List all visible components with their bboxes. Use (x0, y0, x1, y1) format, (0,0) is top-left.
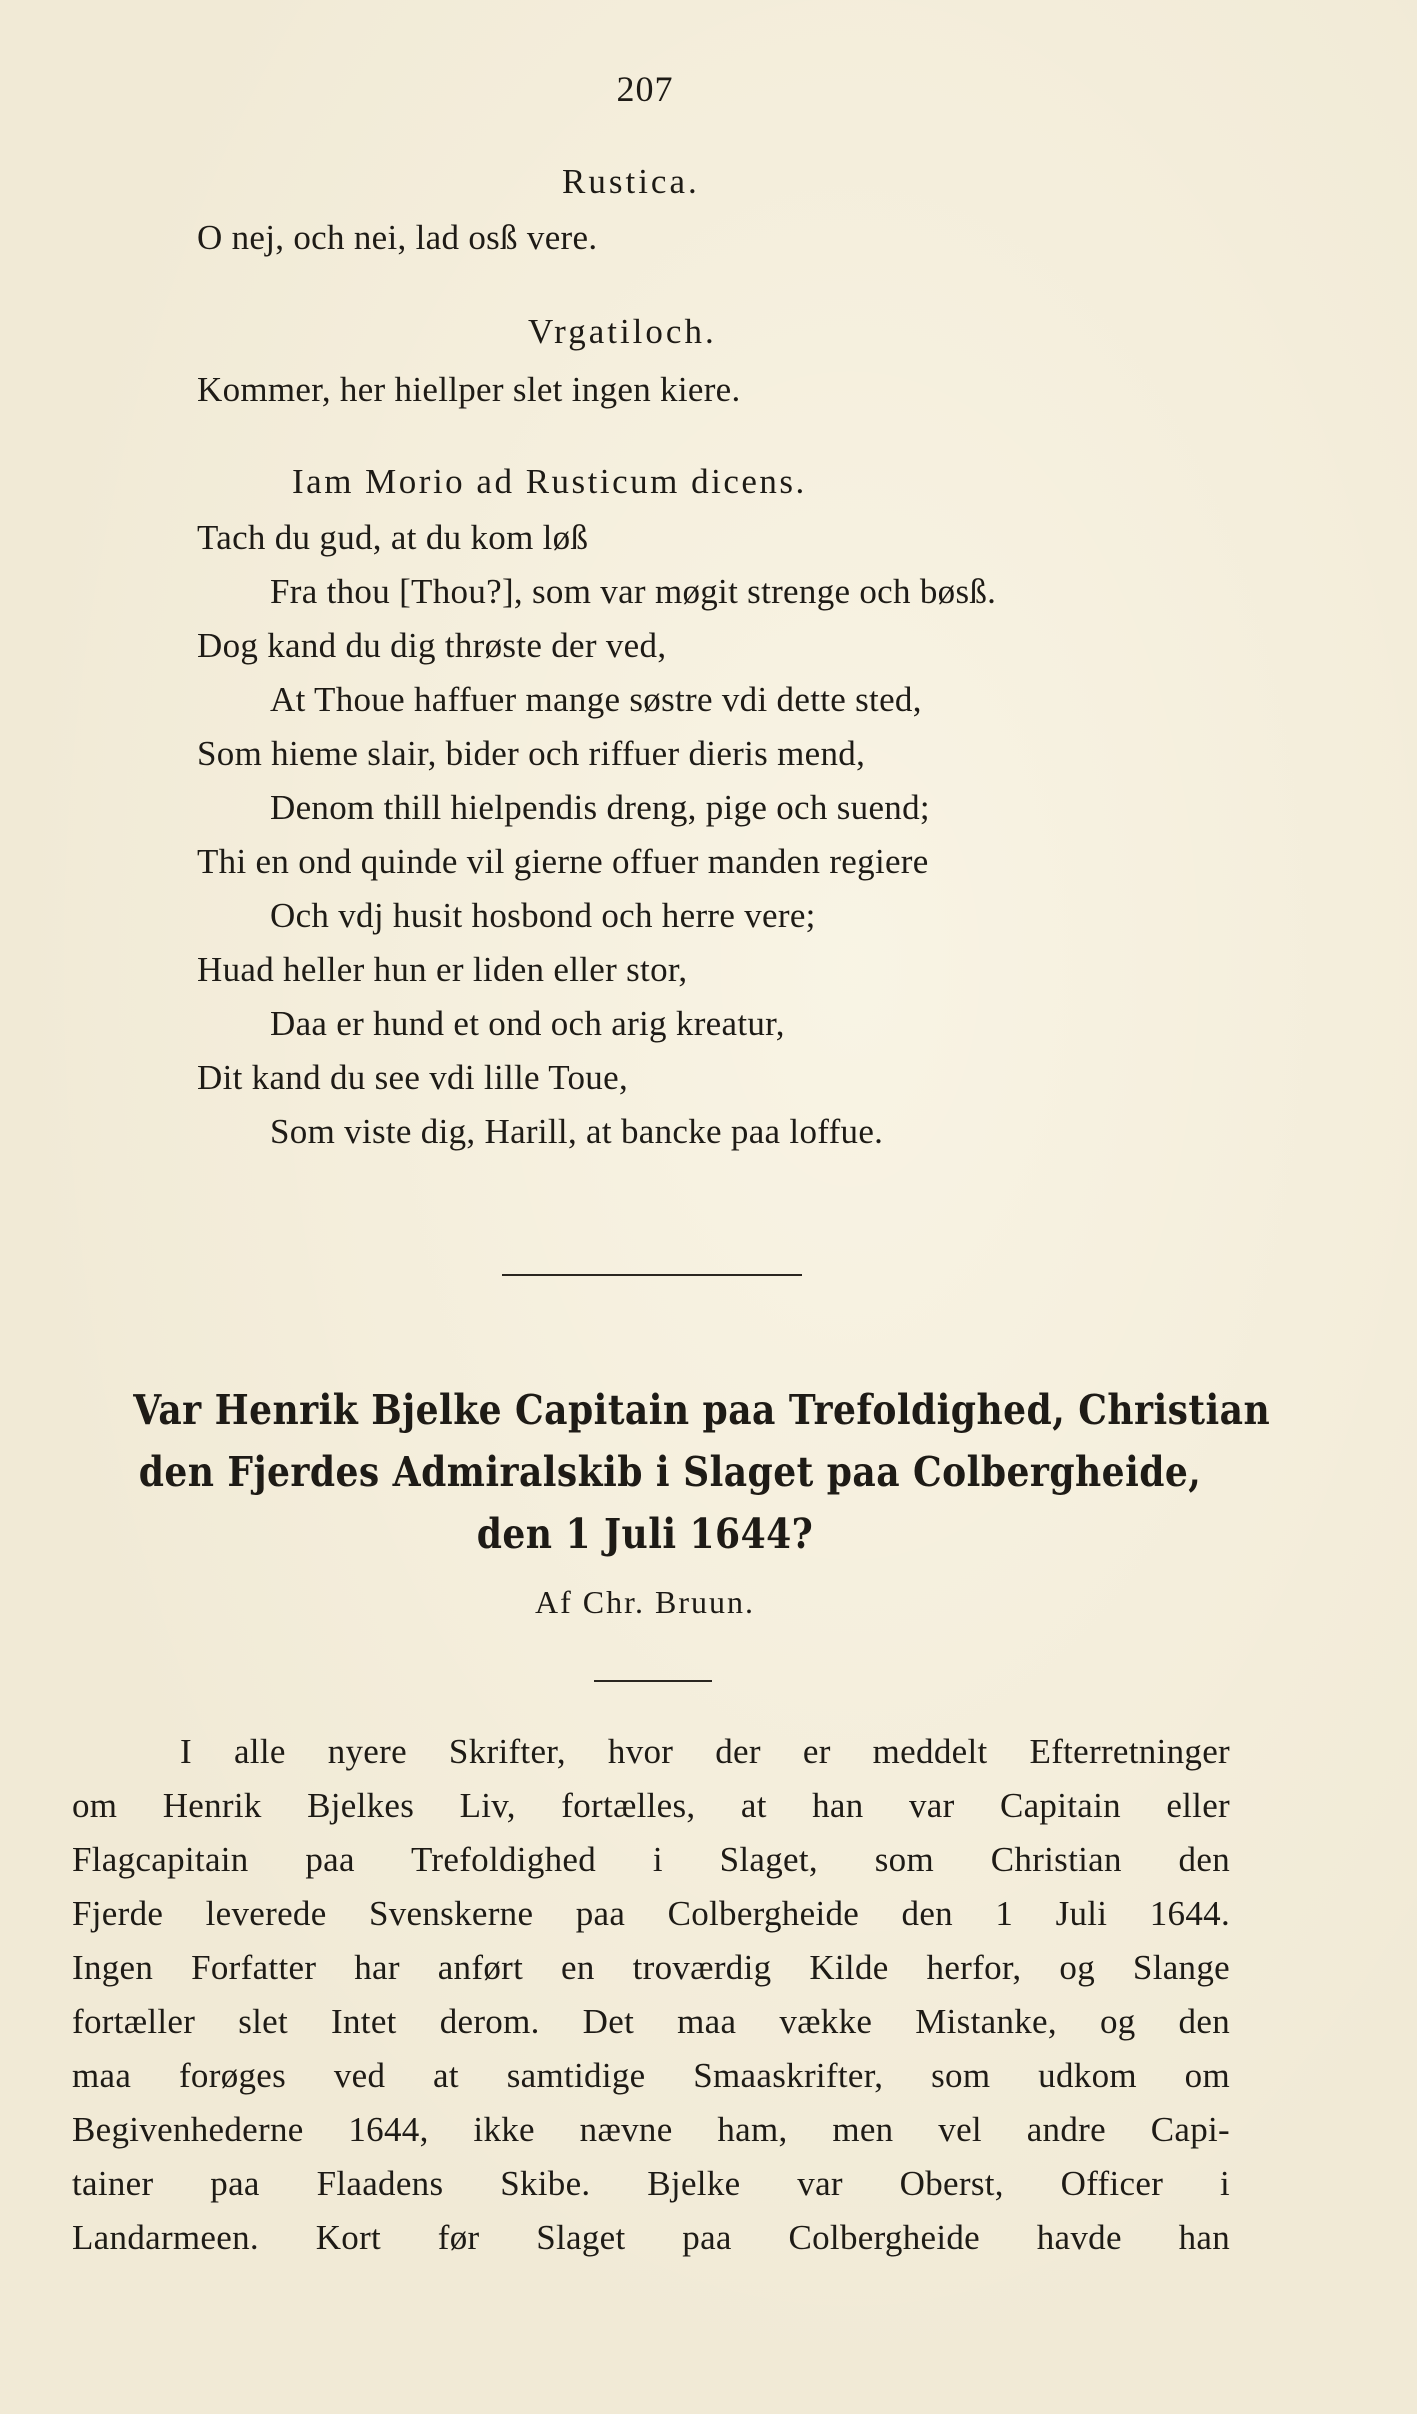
body-line: Flagcapitain paa Trefoldighed i Slaget, som Christian den (72, 1840, 1230, 1879)
body-line: I alle nyere Skrifter, hvor der er meddelt Efterretninger (180, 1732, 1230, 1771)
verse-line: At Thoue haffuer mange søstre vdi dette sted, (270, 680, 922, 719)
verse-line-vrgatiloch: Kommer, her hiellper slet ingen kiere. (197, 370, 741, 409)
article-title-line: Var Henrik Bjelke Capitain paa Trefoldighed, Christian (133, 1386, 1271, 1434)
verse-line: Daa er hund et ond och arig kreatur, (270, 1004, 785, 1043)
body-line: maa forøges ved at samtidige Smaaskrifter, som udkom om (72, 2056, 1230, 2095)
verse-line: Huad heller hun er liden eller stor, (197, 950, 688, 989)
speaker-iam-morio: Iam Morio ad Rusticum dicens. (292, 462, 807, 501)
speaker-vrgatiloch: Vrgatiloch. (528, 312, 717, 351)
verse-line: Dog kand du dig thrøste der ved, (197, 626, 667, 665)
body-line: fortæller slet Intet derom. Det maa vække Mistanke, og den (72, 2002, 1230, 2041)
article-title-line: den Fjerdes Admiralskib i Slaget paa Colbergheide, (138, 1448, 1202, 1496)
verse-line: Dit kand du see vdi lille Toue, (197, 1058, 628, 1097)
verse-line: Thi en ond quinde vil gierne offuer manden regiere (197, 842, 929, 881)
body-line: om Henrik Bjelkes Liv, fortælles, at han var Capitain eller (72, 1786, 1230, 1825)
section-divider (502, 1274, 802, 1276)
verse-line: Och vdj husit hosbond och herre vere; (270, 896, 816, 935)
verse-line: Som hieme slair, bider och riffuer dieris mend, (197, 734, 866, 773)
body-line: Landarmeen. Kort før Slaget paa Colbergheide havde han (72, 2218, 1230, 2257)
article-byline: Af Chr. Bruun. (535, 1584, 755, 1620)
article-title-line: den 1 Juli 1644? (476, 1510, 814, 1558)
verse-line: Fra thou [Thou?], som var møgit strenge och bøsß. (270, 572, 997, 611)
speaker-rustica: Rustica. (562, 162, 700, 201)
verse-line-rustica: O nej, och nei, lad osß vere. (197, 218, 598, 257)
body-line: tainer paa Flaadens Skibe. Bjelke var Oberst, Officer i (72, 2164, 1230, 2203)
verse-line: Som viste dig, Harill, at bancke paa loffue. (270, 1112, 884, 1151)
page-number: 207 (616, 69, 674, 109)
body-line: Fjerde leverede Svenskerne paa Colbergheide den 1 Juli 1644. (72, 1894, 1230, 1933)
byline-divider (594, 1680, 712, 1682)
body-line: Begivenhederne 1644, ikke nævne ham, men vel andre Capi- (72, 2110, 1230, 2149)
verse-line: Tach du gud, at du kom løß (197, 518, 589, 557)
body-line: Ingen Forfatter har anført en troværdig Kilde herfor, og Slange (72, 1948, 1230, 1987)
verse-line: Denom thill hielpendis dreng, pige och suend; (270, 788, 930, 827)
